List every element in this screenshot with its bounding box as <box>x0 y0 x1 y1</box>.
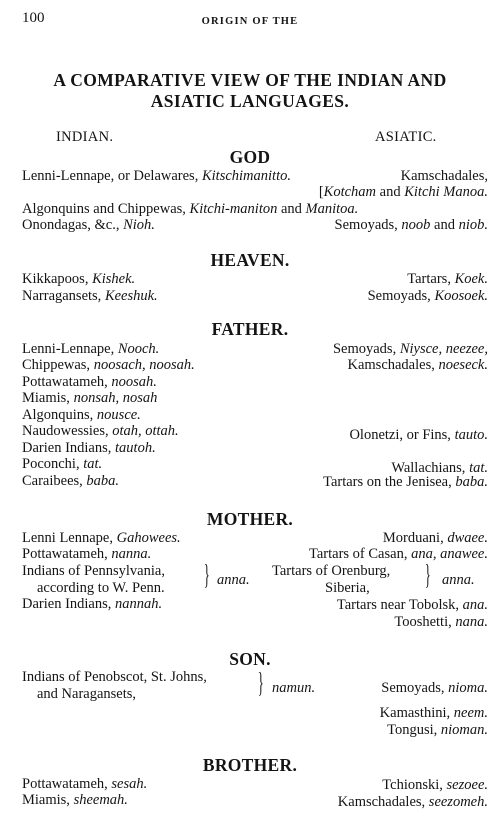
father-entry-right: Semoyads, Niysce, neezee, <box>332 341 488 357</box>
son-brace: } <box>257 668 264 699</box>
father-entry-left: Darien Indians, tautoh. <box>22 440 156 456</box>
son-entry-right: Tongusi, nioman. <box>387 722 488 738</box>
heaven-entry-right: Semoyads, Koosoek. <box>367 288 488 304</box>
running-head: ORIGIN OF THE <box>201 16 299 27</box>
section-heading-mother: MOTHER. <box>206 509 294 529</box>
god-entry-lenni-lennape: Lenni-Lennape, or Delawares, Kitschimanitto. <box>22 168 291 184</box>
mother-entry-right: Tartars of Casan, ana, anawee. <box>309 546 488 562</box>
mother-entry-right: Tartars of Orenburg, <box>272 563 391 579</box>
section-heading-brother: BROTHER. <box>202 755 298 775</box>
mother-entry-right: Morduani, dwaee. <box>382 530 488 546</box>
heaven-entry-left: Narragansets, Keeshuk. <box>22 288 158 304</box>
page-number: 100 <box>22 10 45 26</box>
section-heading-heaven: HEAVEN. <box>210 250 290 270</box>
mother-entry-left: Lenni Lennape, Gahowees. <box>22 530 181 546</box>
page-title-line-1: A COMPARATIVE VIEW OF THE INDIAN AND <box>53 70 447 90</box>
mother-entry-left: Darien Indians, nannah. <box>22 596 163 612</box>
father-entry-right: Olonetzi, or Fins, tauto. <box>349 427 488 443</box>
section-heading-god: GOD <box>229 147 271 167</box>
father-entry-right: Wallachians, tat. <box>391 460 488 476</box>
section-heading-son: SON. <box>229 649 271 669</box>
father-entry-right: Kamschadales, noeseck. <box>347 357 488 373</box>
mother-brace-word-right: anna. <box>442 572 475 588</box>
heaven-entry-left: Kikkapoos, Kishek. <box>22 271 136 287</box>
god-entry-algonquins: Algonquins and Chippewas, Kitchi-maniton and Manitoa. <box>22 201 359 217</box>
left-brace: } <box>203 560 210 591</box>
son-entry-right: Kamasthini, neem. <box>379 705 488 721</box>
father-entry-left: Caraibees, baba. <box>22 473 120 489</box>
column-heading-asiatic: ASIATIC. <box>375 129 437 145</box>
mother-entry-right: Tooshetti, nana. <box>394 614 488 630</box>
father-entry-left: Pottawatameh, noosah. <box>22 374 157 390</box>
father-entry-left: Poconchi, tat. <box>22 456 103 472</box>
god-entry-onondagas: Onondagas, &c., Nioh. <box>22 217 155 233</box>
son-entry-right: Semoyads, nioma. <box>381 680 488 696</box>
god-entry-semoyads: Semoyads, noob and niob. <box>334 217 488 233</box>
mother-entry-left: according to W. Penn. <box>37 580 165 596</box>
father-entry-left: Naudowessies, otah, ottah. <box>22 423 179 439</box>
brother-entry-left: Miamis, sheemah. <box>22 792 128 808</box>
mother-entry-right: Tartars near Tobolsk, ana. <box>336 597 488 613</box>
god-entry-kamschadales-cont: [Kotcham and Kitchi Manoa. <box>318 184 488 200</box>
mother-entry-left: Indians of Pennsylvania, <box>22 563 165 579</box>
right-brace: } <box>424 560 431 591</box>
mother-brace-word-left: anna. <box>217 572 250 588</box>
father-entry-left: Chippewas, noosach, noosah. <box>22 357 195 373</box>
father-entry-right: Tartars on the Jenisea, baba. <box>323 474 488 490</box>
column-heading-indian: INDIAN. <box>56 129 114 145</box>
son-brace-word: namun. <box>272 680 316 696</box>
heaven-entry-right: Tartars, Koek. <box>407 271 488 287</box>
father-entry-left: Lenni-Lennape, Nooch. <box>22 341 160 357</box>
mother-entry-left: Pottawatameh, nanna. <box>22 546 152 562</box>
brother-entry-right: Tchionski, sezoee. <box>382 777 488 793</box>
god-entry-kamschadales: Kamschadales, <box>400 168 488 184</box>
son-entry-left: and Naragansets, <box>37 686 137 702</box>
mother-entry-right: Siberia, <box>325 580 370 596</box>
father-entry-left: Miamis, nonsah, nosah <box>22 390 158 406</box>
brother-entry-right: Kamschadales, seezomeh. <box>337 794 488 810</box>
son-entry-left: Indians of Penobscot, St. Johns, <box>22 669 207 685</box>
brother-entry-left: Pottawatameh, sesah. <box>22 776 148 792</box>
page-title-line-2: ASIATIC LANGUAGES. <box>150 91 350 111</box>
section-heading-father: FATHER. <box>211 319 289 339</box>
father-entry-left: Algonquins, nousce. <box>22 407 141 423</box>
